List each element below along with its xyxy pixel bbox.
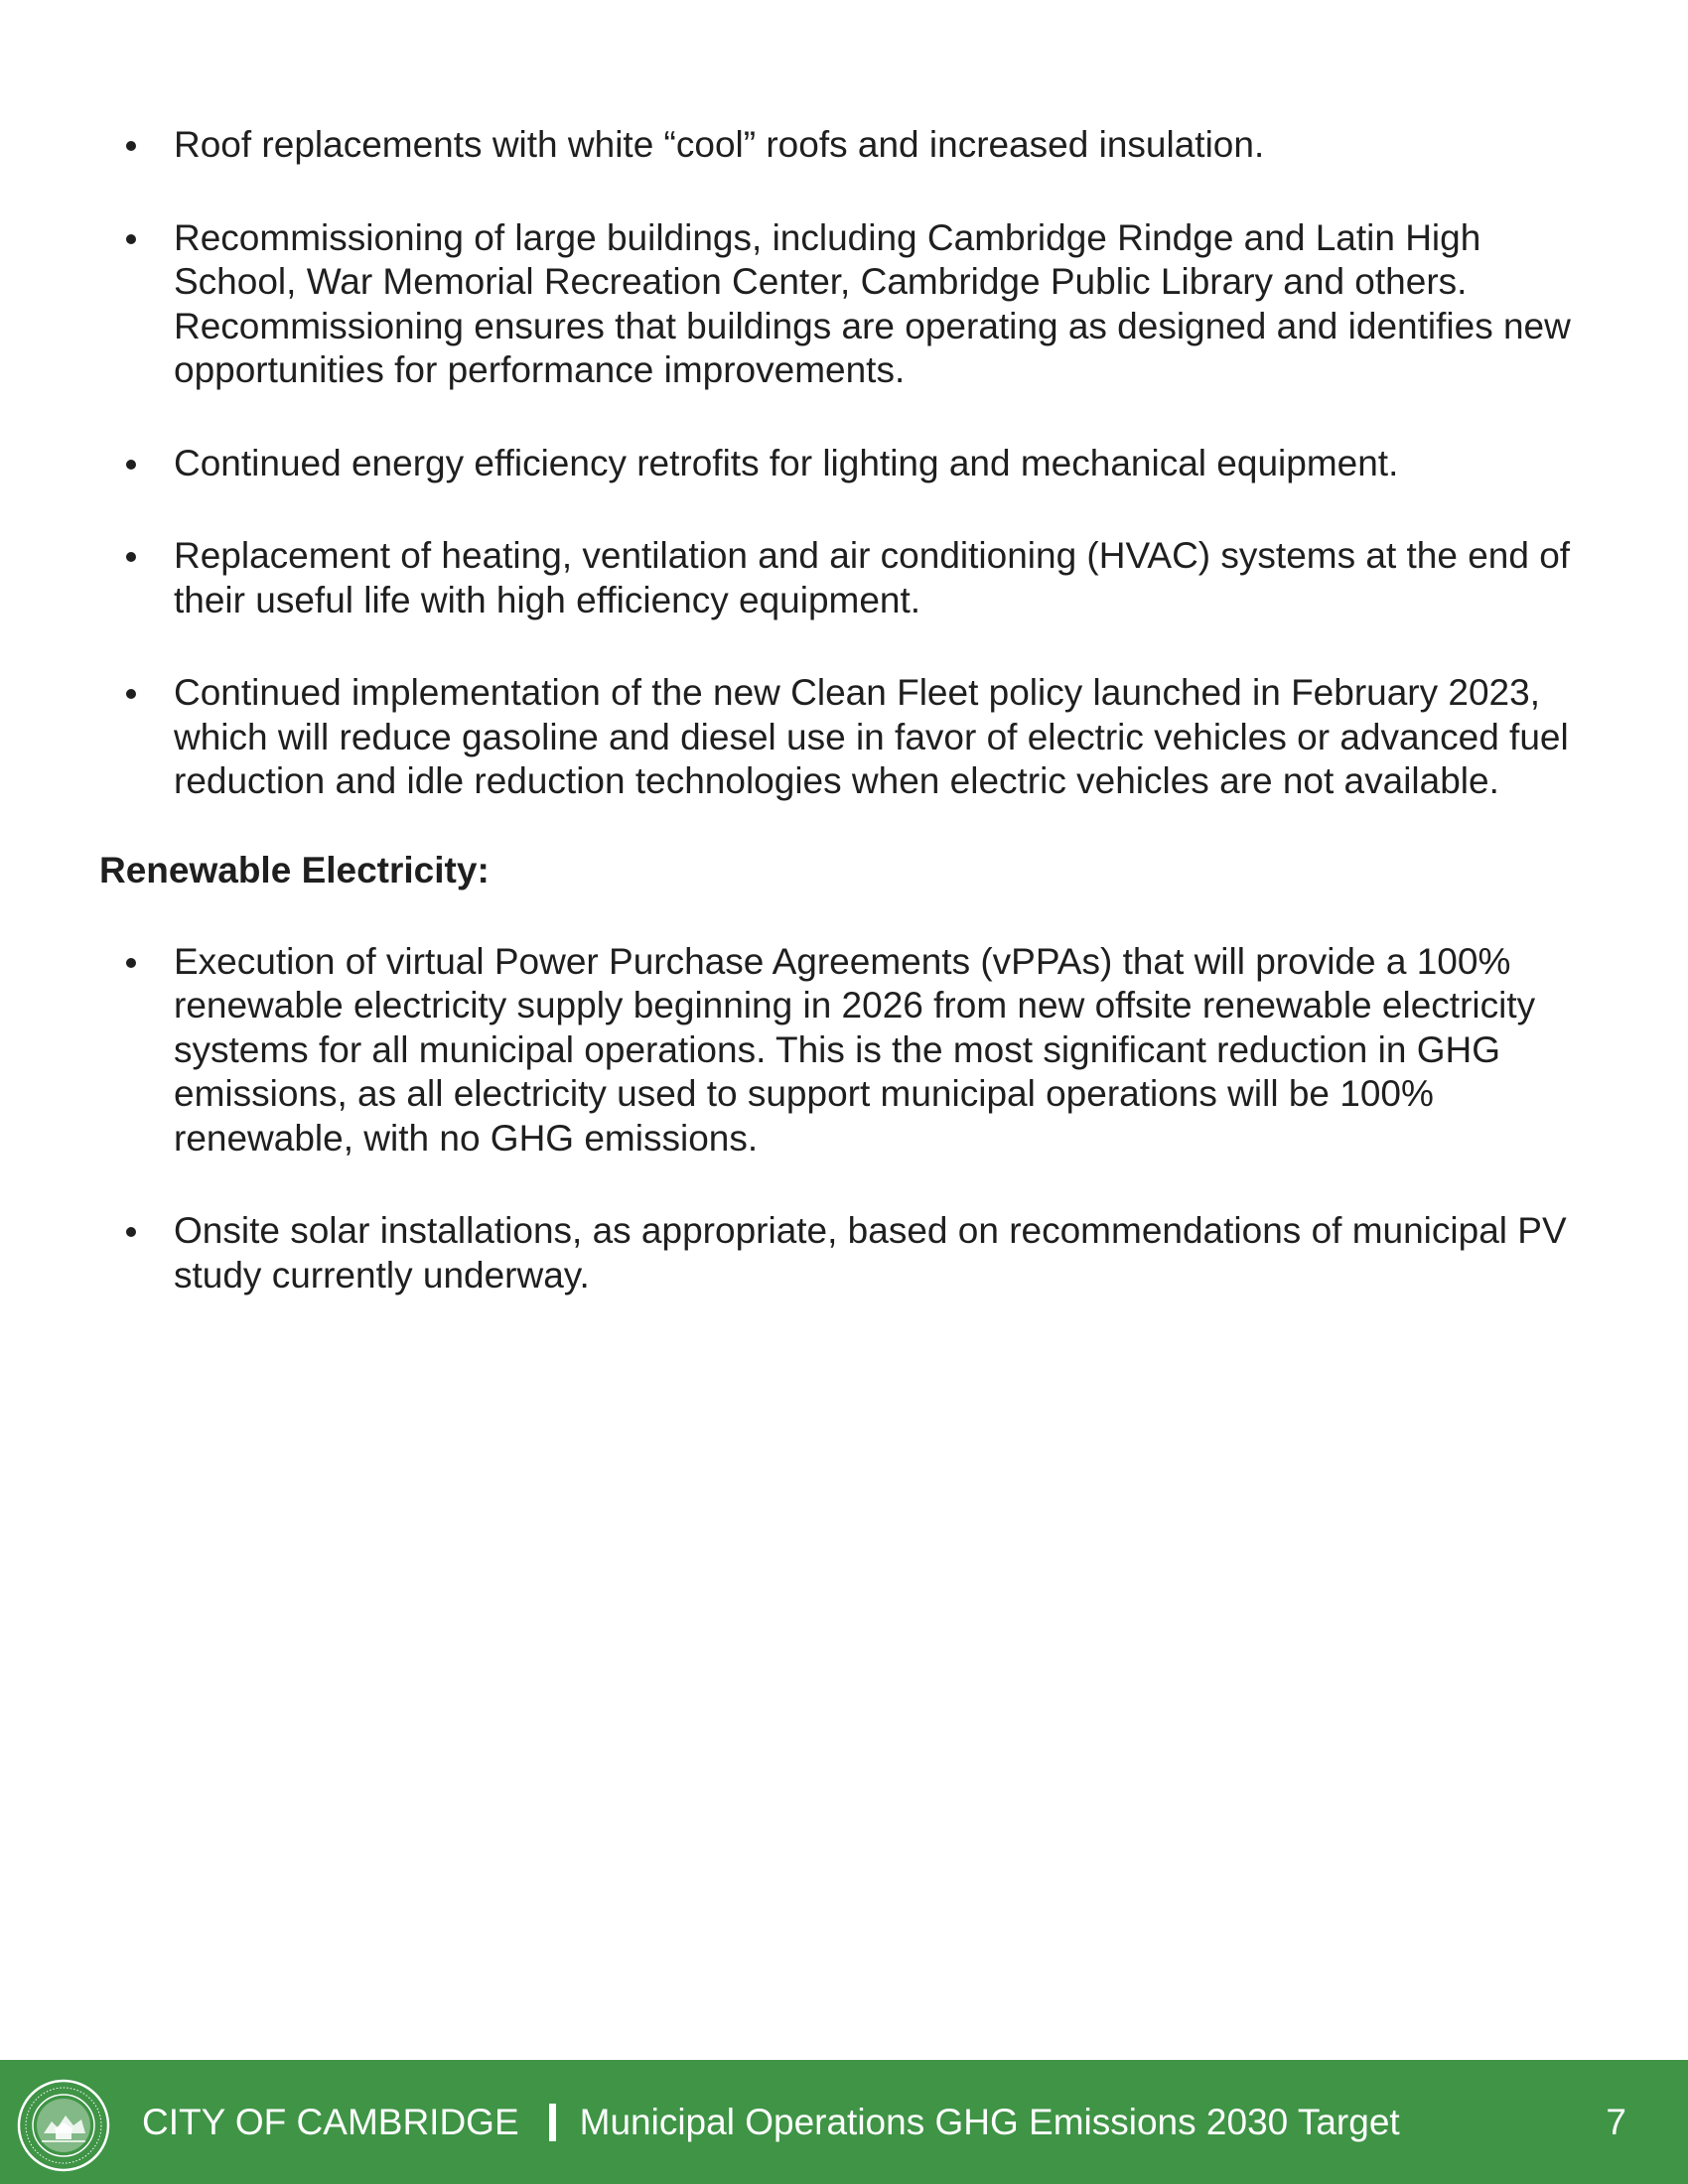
page-number: 7 <box>1606 2101 1626 2142</box>
bullet-icon <box>126 689 136 699</box>
footer-org-name: CITY OF CAMBRIDGE <box>142 2101 519 2142</box>
city-seal-icon <box>16 2078 111 2173</box>
renewable-electricity-heading: Renewable Electricity: <box>99 849 490 890</box>
list-item <box>99 671 1609 804</box>
list-item-text: Onsite solar installations, as appropriate, based on recommendations of municipal PV study currently underway. <box>174 1210 1567 1296</box>
bullet-icon <box>126 234 136 244</box>
list-item <box>99 534 1609 622</box>
page-footer <box>0 2060 1688 2184</box>
list-item-text: Recommissioning of large buildings, including Cambridge Rindge and Latin High School, War Memorial Recreation Center, Cambridge Public Library and others. Recommissioning ensures that buildings are operating as designed and identifies new opportunities for performance improvements. <box>174 216 1571 390</box>
page-content <box>99 123 1609 1346</box>
list-item-text: Replacement of heating, ventilation and air conditioning (HVAC) systems at the end of their useful life with high efficiency equipment. <box>174 535 1571 620</box>
footer-document-title: Municipal Operations GHG Emissions 2030 Target <box>579 2101 1400 2142</box>
bullet-icon <box>126 958 136 968</box>
bullet-icon <box>126 460 136 470</box>
list-item-text: Execution of virtual Power Purchase Agreements (vPPAs) that will provide a 100% renewable electricity supply beginning in 2026 from new offsite renewable electricity systems for all municipal operations. This is the most significant reduction in GHG emissions, as all electricity used to support municipal operations will be 100% renewable, with no GHG emissions. <box>174 940 1536 1159</box>
list-item <box>99 216 1609 393</box>
list-item <box>99 442 1609 486</box>
list-item <box>99 940 1609 1161</box>
list-item-text: Continued energy efficiency retrofits for lighting and mechanical equipment. <box>174 442 1399 483</box>
list-item-text: Continued implementation of the new Clean Fleet policy launched in February 2023, which will reduce gasoline and diesel use in favor of electric vehicles or advanced fuel reduction and idle reduction technologies when electric vehicles are not available. <box>174 672 1569 801</box>
footer-divider <box>549 2104 556 2141</box>
list-item-text: Roof replacements with white “cool” roofs and increased insulation. <box>174 124 1265 165</box>
footer-title-line <box>142 2060 1400 2184</box>
list-item <box>99 123 1609 168</box>
renewable-bullet-list <box>99 940 1609 1298</box>
bullet-icon <box>126 552 136 562</box>
bullet-icon <box>126 141 136 151</box>
bullet-icon <box>126 1227 136 1237</box>
list-item <box>99 1209 1609 1297</box>
efficiency-bullet-list <box>99 123 1609 804</box>
